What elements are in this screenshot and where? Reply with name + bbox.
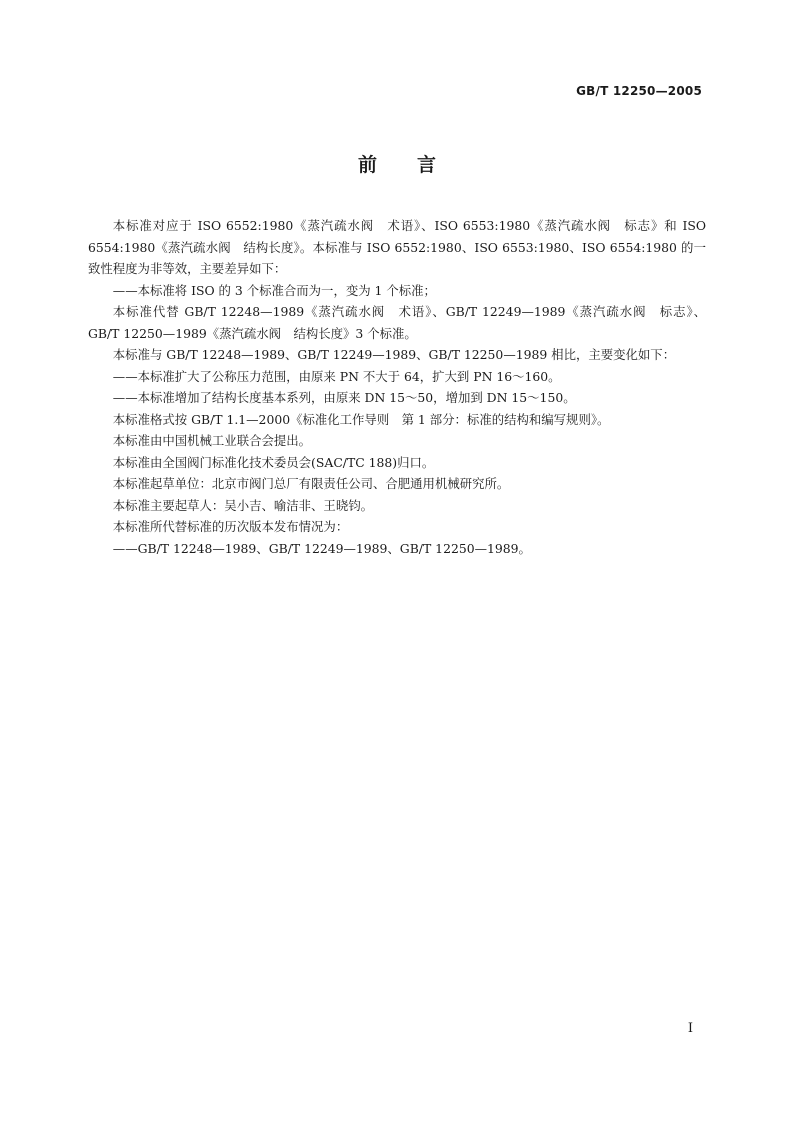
paragraph-replaces: 本标准代替 GB/T 12248—1989《蒸汽疏水阀 术语》、GB/T 12249—1989《蒸汽疏水阀 标志》、GB/T 12250—1989《蒸汽疏水阀 结构长度》3 个标准。 [88,304,706,341]
standard-code: GB/T 12250—2005 [576,84,702,98]
page-number: I [687,1021,693,1036]
page-title [0,150,794,177]
paragraph-change-2: ——本标准增加了结构长度基本系列，由原来 DN 15～50，增加到 DN 15～150。 [112,390,576,405]
paragraph-drafters: 本标准主要起草人：吴小吉、喻洁非、王晓钧。 [112,497,373,513]
page-title-part-1: 前 [357,154,377,176]
paragraph-history-intro: 本标准所代替标准的历次版本发布情况为： [112,519,349,534]
foreword-body [88,215,706,559]
paragraph-format: 本标准格式按 GB/T 1.1—2000《标准化工作导则 第 1 部分：标准的结构和编写规则》。 [112,411,610,427]
page-title-part-2: 言 [417,154,437,176]
paragraph-drafting-units: 本标准起草单位：北京市阀门总厂有限责任公司、合肥通用机械研究所。 [112,476,510,491]
paragraph-correspondence: 本标准对应于 ISO 6552:1980《蒸汽疏水阀 术语》、ISO 6553:1980《蒸汽疏水阀 标志》和 ISO 6554:1980《蒸汽疏水阀 结构长度》。本标准与 ISO 6552:1980、ISO 6553:1980、ISO 6554:1980 的一致性程度为非等效，主要差异如下： [88,218,706,276]
paragraph-changes-intro: 本标准与 GB/T 12248—1989、GB/T 12249—1989、GB/T 12250—1989 相比，主要变化如下： [112,347,676,362]
paragraph-history: ——GB/T 12248—1989、GB/T 12249—1989、GB/T 12250—1989。 [112,540,531,556]
paragraph-change-1: ——本标准扩大了公称压力范围，由原来 PN 不大于 64，扩大到 PN 16～160。 [112,368,561,384]
paragraph-difference-1: ——本标准将 ISO 的 3 个标准合而为一，变为 1 个标准； [112,282,436,298]
paragraph-committee: 本标准由全国阀门标准化技术委员会(SAC/TC 188)归口。 [112,454,435,470]
paragraph-proposer: 本标准由中国机械工业联合会提出。 [112,433,312,448]
